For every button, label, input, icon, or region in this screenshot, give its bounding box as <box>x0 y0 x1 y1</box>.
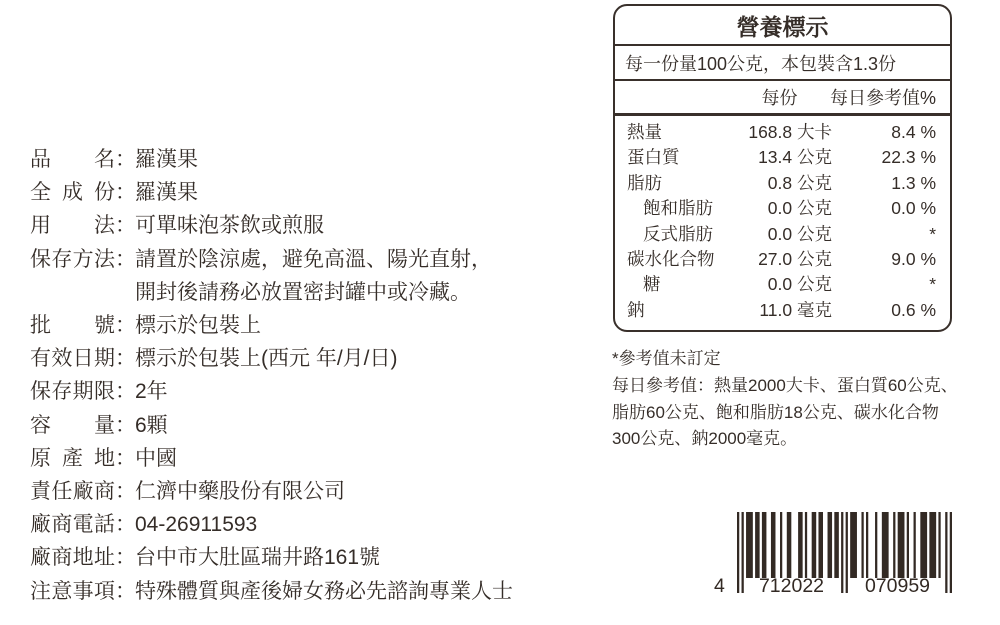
info-colon: ： <box>115 314 136 338</box>
nutrition-row <box>615 272 950 297</box>
info-label: 注 意 事 項 <box>30 579 115 603</box>
info-row <box>30 309 513 342</box>
col-daily-value: 每日參考值% <box>829 88 936 108</box>
info-row <box>30 575 513 608</box>
nutrient-daily-value: 1.3 % <box>891 172 936 193</box>
nutrition-row <box>615 298 950 323</box>
nutrient-name: 蛋白質 <box>627 147 680 168</box>
nutrient-name: 糖 <box>643 274 661 295</box>
info-colon: ： <box>115 214 136 238</box>
barcode-digits-left: 712022 <box>758 575 825 597</box>
col-per-serving: 每份 <box>761 88 798 108</box>
info-row <box>30 375 513 408</box>
info-value: 可單味泡茶飲或煎服 <box>135 214 324 238</box>
nutrient-name: 碳水化合物 <box>627 249 715 270</box>
nutrient-name: 脂肪 <box>627 172 662 193</box>
info-colon: ： <box>115 480 136 504</box>
nutrient-name: 反式脂肪 <box>643 223 713 244</box>
nutrition-row <box>615 222 950 247</box>
nutrition-row <box>615 247 950 272</box>
nutrition-column-headers <box>615 81 950 116</box>
info-row-continuation <box>30 276 513 309</box>
info-row <box>30 243 513 276</box>
info-value: 請置於陰涼處，避免高溫、陽光直射， <box>135 247 492 271</box>
nutrient-name: 熱量 <box>627 122 662 142</box>
info-label: 廠 商 電 話 <box>30 513 115 537</box>
info-colon: ： <box>115 347 136 371</box>
info-label: 保 存 期 限 <box>30 380 115 404</box>
info-colon: ： <box>115 579 136 603</box>
footnote-line: *參考值未訂定 <box>612 349 721 368</box>
serving-info: 每一份量100公克，本包裝含1.3份 <box>615 46 950 81</box>
nutrient-amount: 0.8 公克 <box>767 172 832 193</box>
info-label: 用 法 <box>30 214 115 238</box>
info-value: 6顆 <box>135 413 168 437</box>
info-row <box>30 409 513 442</box>
nutrient-daily-value: 0.0 % <box>891 198 936 219</box>
nutrition-title-zone <box>615 6 950 46</box>
nutrient-daily-value: * <box>929 274 936 295</box>
info-value: 羅漢果 <box>135 181 198 205</box>
info-row <box>30 442 513 475</box>
info-row <box>30 209 513 242</box>
info-colon: ： <box>115 181 136 205</box>
info-label: 有 效 日 期 <box>30 347 115 371</box>
product-info-list <box>30 143 513 608</box>
nutrient-amount: 27.0 公克 <box>758 249 832 270</box>
info-row <box>30 541 513 574</box>
nutrient-daily-value: 8.4 % <box>891 122 936 142</box>
info-value: 仁濟中藥股份有限公司 <box>135 480 345 504</box>
nutrition-row <box>615 196 950 221</box>
info-colon: ： <box>115 148 136 171</box>
nutrient-daily-value: 9.0 % <box>891 249 936 270</box>
nutrient-daily-value: 22.3 % <box>881 147 936 168</box>
info-label: 品 名 <box>30 148 115 171</box>
info-value: 羅漢果 <box>135 148 198 171</box>
nutrient-name: 飽和脂肪 <box>643 198 713 219</box>
info-row <box>30 508 513 541</box>
info-indent-spacer <box>30 276 135 309</box>
nutrient-daily-value: 0.6 % <box>891 299 936 320</box>
info-value: 台中市大肚區瑞井路161號 <box>135 546 381 570</box>
info-label: 廠 商 地 址 <box>30 546 115 570</box>
info-value: 04-26911593 <box>135 513 258 537</box>
info-value: 中國 <box>135 446 177 470</box>
footnote <box>612 346 958 453</box>
nutrient-name: 鈉 <box>627 299 645 320</box>
footnote-line: 300公克、鈉2000毫克。 <box>612 429 798 449</box>
barcode <box>712 510 962 610</box>
info-row <box>30 342 513 375</box>
info-label: 保 存 方 法 <box>30 247 115 271</box>
info-colon: ： <box>115 446 136 470</box>
info-colon: ： <box>115 546 136 570</box>
info-colon: ： <box>115 513 136 537</box>
barcode-digit-first: 4 <box>714 575 725 597</box>
nutrient-amount: 168.8 大卡 <box>748 122 832 142</box>
info-value: 標示於包裝上 <box>135 314 261 338</box>
info-label: 責 任 廠 商 <box>30 480 115 504</box>
nutrition-row <box>615 120 950 145</box>
info-label: 原 產 地 <box>30 446 115 470</box>
nutrient-amount: 13.4 公克 <box>758 147 832 168</box>
info-colon: ： <box>115 380 136 404</box>
footnote-line: 脂肪60公克、飽和脂肪18公克、碳水化合物 <box>612 402 939 422</box>
nutrient-daily-value: * <box>929 223 936 244</box>
info-colon: ： <box>115 413 136 437</box>
nutrient-amount: 0.0 公克 <box>767 223 832 244</box>
info-label: 批 號 <box>30 314 115 338</box>
info-value: 2年 <box>135 380 168 404</box>
info-row <box>30 176 513 209</box>
nutrient-amount: 0.0 公克 <box>767 198 832 219</box>
info-value: 標示於包裝上(西元 年/月/日) <box>135 347 398 371</box>
nutrition-rows <box>615 116 950 323</box>
nutrition-row <box>615 171 950 196</box>
nutrition-row <box>615 145 950 170</box>
nutrition-table <box>613 4 952 332</box>
info-label: 全 成 份 <box>30 181 115 205</box>
footnote-line: 每日參考值：熱量2000大卡、蛋白質60公克、 <box>612 375 958 395</box>
info-label: 容 量 <box>30 413 115 437</box>
nutrient-amount: 0.0 公克 <box>767 274 832 295</box>
info-colon: ： <box>115 247 136 271</box>
info-value: 特殊體質與產後婦女務必先諮詢專業人士 <box>135 579 513 603</box>
info-value: 開封後請務必放置密封罐中或冷藏。 <box>135 280 471 304</box>
nutrient-amount: 11.0 毫克 <box>759 299 832 320</box>
info-row <box>30 143 513 176</box>
info-row <box>30 475 513 508</box>
barcode-digits-right: 070959 <box>864 575 931 597</box>
nutrition-title: 營養標示 <box>736 13 829 40</box>
